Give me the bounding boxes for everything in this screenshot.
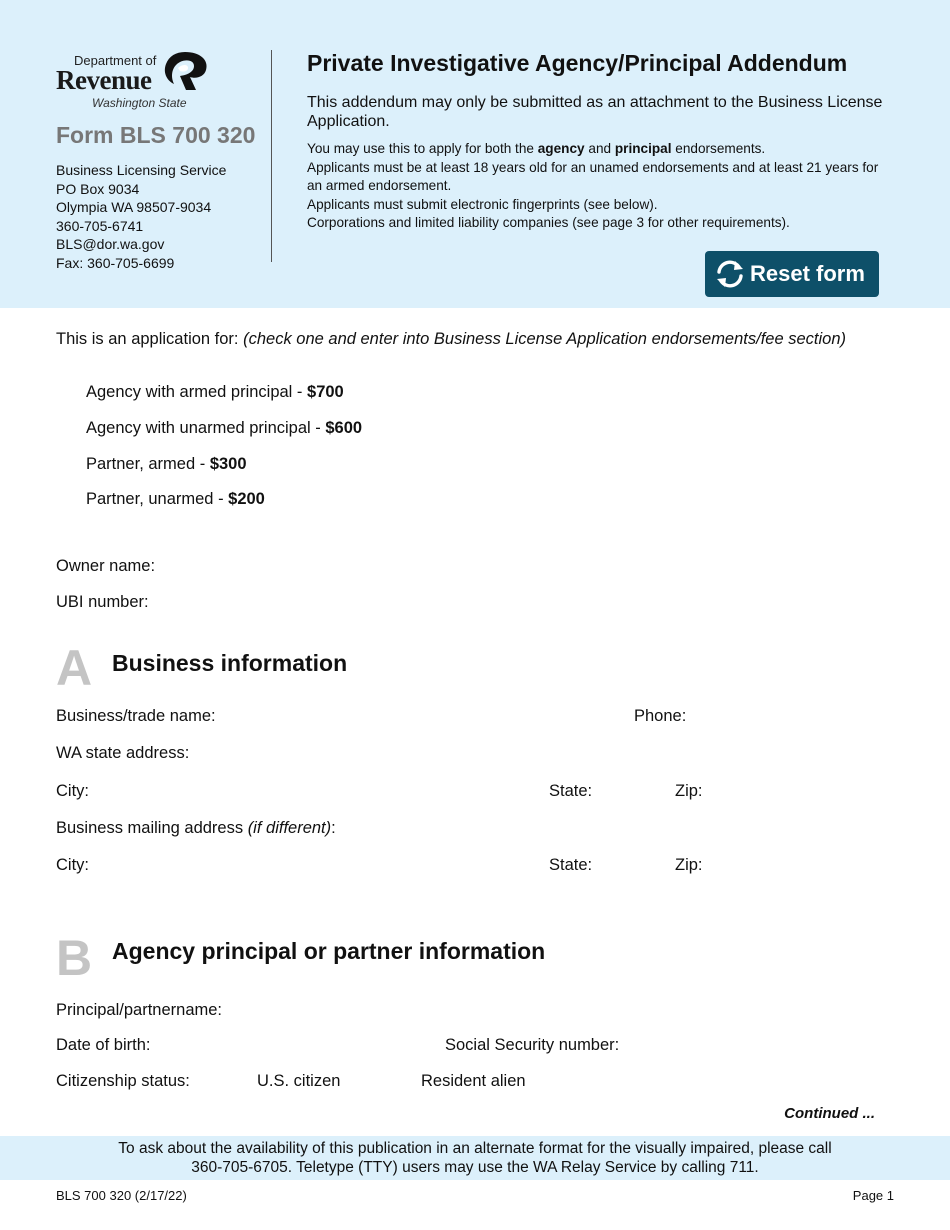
form-revision: BLS 700 320 (2/17/22)	[56, 1188, 187, 1203]
section-a-letter: A	[56, 640, 93, 696]
contact-po-box: PO Box 9034	[56, 180, 140, 197]
reset-form-label: Reset form	[750, 261, 865, 286]
contact-service: Business Licensing Service	[56, 162, 227, 178]
ubi-number-label: UBI number:	[56, 593, 149, 611]
zip-label: Zip:	[675, 782, 703, 800]
accessibility-note	[0, 1139, 950, 1177]
header-divider	[271, 50, 272, 262]
state-label: State:	[549, 782, 593, 800]
option-resident-alien[interactable]: Resident alien	[421, 1072, 526, 1090]
accessibility-line-2: 360-705-6705. Teletype (TTY) users may use the WA Relay Service by calling 711.	[191, 1159, 759, 1176]
option-partner-armed[interactable]: Partner, armed - $300	[86, 455, 247, 473]
section-b-letter: B	[56, 930, 93, 986]
note-corporations: Corporations and limited liability companies (see page 3 for other requirements).	[307, 215, 790, 231]
wa-address-label: WA state address:	[56, 744, 190, 762]
ssn-label: Social Security number:	[445, 1036, 620, 1054]
logo-state: Washington State	[92, 96, 187, 110]
refresh-icon	[713, 257, 747, 291]
dor-swirl-icon	[160, 50, 210, 94]
note-fingerprints: Applicants must submit electronic fingerprints (see below).	[307, 196, 658, 212]
mailing-state-label: State:	[549, 856, 593, 874]
contact-email[interactable]: BLS@dor.wa.gov	[56, 236, 165, 253]
city-label: City:	[56, 782, 89, 800]
mailing-address-label: Business mailing address (if different):	[56, 819, 336, 837]
section-b-title: Agency principal or partner information	[112, 938, 546, 964]
dor-logo	[56, 50, 216, 112]
option-agency-armed[interactable]: Agency with armed principal - $700	[86, 383, 344, 401]
note-age: Applicants must be at least 18 years old for an unamed endorsements and at least 21 years for an armed endorsement.	[307, 159, 879, 194]
logo-revenue: Revenue	[56, 65, 152, 95]
option-partner-unarmed[interactable]: Partner, unarmed - $200	[86, 490, 265, 508]
accessibility-line-1: To ask about the availability of this publication in an alternate format for the visually impaired, please call	[118, 1140, 832, 1157]
form-id: Form BLS 700 320	[56, 122, 256, 148]
header-notes	[307, 140, 897, 233]
option-agency-unarmed[interactable]: Agency with unarmed principal - $600	[86, 419, 363, 437]
note-endorsements: You may use this to apply for both the agency and principal endorsements.	[307, 141, 766, 156]
reset-form-button[interactable]	[705, 251, 879, 297]
page-title: Private Investigative Agency/Principal Addendum	[307, 50, 848, 76]
contact-block	[56, 161, 226, 273]
option-us-citizen[interactable]: U.S. citizen	[257, 1072, 341, 1090]
phone-label: Phone:	[634, 707, 687, 725]
contact-fax: Fax: 360-705-6699	[56, 254, 175, 271]
dob-label: Date of birth:	[56, 1036, 151, 1054]
mailing-city-label: City:	[56, 856, 89, 874]
owner-name-label: Owner name:	[56, 557, 156, 575]
page-subtitle: This addendum may only be submitted as an attachment to the Business License Application.	[307, 94, 883, 130]
contact-city: Olympia WA 98507-9034	[56, 199, 212, 216]
section-a-title: Business information	[112, 650, 348, 676]
principal-name-label: Principal/partnername:	[56, 1001, 222, 1019]
business-name-label: Business/trade name:	[56, 707, 216, 725]
logo-department: Department of	[74, 53, 157, 68]
citizenship-label: Citizenship status:	[56, 1072, 190, 1090]
mailing-zip-label: Zip:	[675, 856, 703, 874]
continued-note: Continued ...	[784, 1105, 875, 1122]
page-number: Page 1	[852, 1188, 894, 1203]
application-for: This is an application for: (check one and enter into Business License Application endorsements/fee section)	[56, 330, 847, 348]
contact-phone: 360-705-6741	[56, 217, 144, 234]
